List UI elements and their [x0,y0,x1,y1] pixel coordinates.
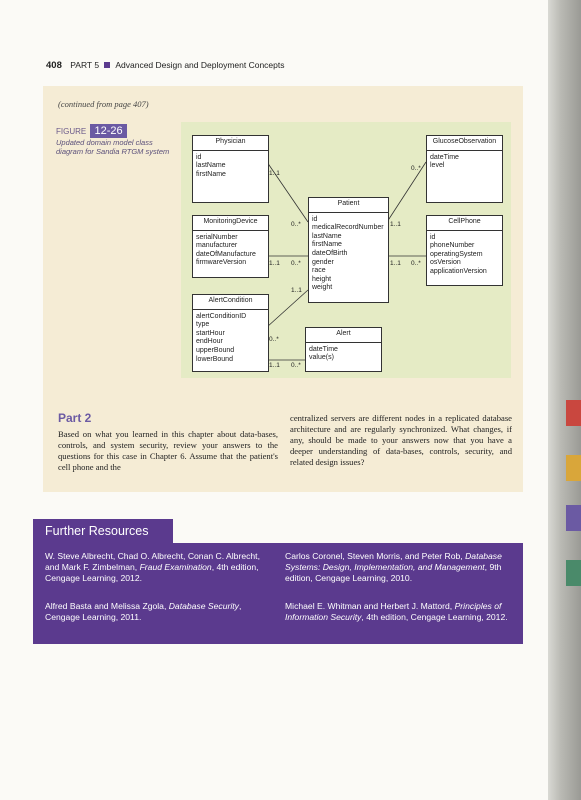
page-tab [566,400,581,426]
running-header [46,60,285,71]
class-attributes: id lastName firstName [196,153,226,178]
class-attributes: serialNumber manufacturer dateOfManufacture firmwareVersion [196,233,256,267]
class-patient [308,197,389,303]
class-glucose-observation [426,135,503,203]
class-cellphone [426,215,503,286]
class-attributes: dateTime level [430,153,459,170]
figure-caption: Updated domain model class diagram for Sandia RTGM system [56,138,170,156]
class-attributes: dateTime value(s) [309,345,338,362]
reference-title: Fraud Examination [139,562,212,572]
reference-authors: Michael E. Whitman and Herbert J. Mattord, [285,601,455,611]
class-title: Physician [193,136,268,151]
reference-details: , Cengage Learning, 2011. [45,601,242,622]
class-title: Alert [306,328,381,343]
page-number: 408 [46,60,62,71]
part2-column-1: Based on what you learned in this chapter about data-bases, controls, and system security, review your answers to the questions for this case in Chapter 6. Assume that the patient's cell phone and the [58,429,278,472]
multiplicity: 0..* [291,260,301,267]
multiplicity: 1..1 [269,260,280,267]
class-title: AlertCondition [193,295,268,310]
part-label: PART 5 [70,60,100,70]
part2-column-2: centralized servers are different nodes in a replicated database architecture and are regularly synchronized. What changes, if any, should be made to your answers now that you have a deeper understanding of data-bases, controls, security, and related design issues? [290,413,512,467]
multiplicity: 0..* [411,165,421,172]
reference-authors: Carlos Coronel, Steven Morris, and Peter Rob, [285,551,466,561]
page-tab [566,455,581,481]
multiplicity: 1..1 [291,287,302,294]
reference-details: , 4th edition, Cengage Learning, 2012. [361,612,508,622]
reference-title: Database Security [168,601,239,611]
figure-number: 12-26 [90,124,126,138]
reference-details: , 9th edition, Cengage Learning, 2010. [285,562,502,583]
class-diagram [181,122,511,378]
figure-word: FIGURE [56,127,87,136]
multiplicity: 0..* [269,336,279,343]
further-resources-title: Further Resources [33,519,173,543]
class-title: MonitoringDevice [193,216,268,231]
multiplicity: 1..1 [269,170,280,177]
multiplicity: 1..1 [269,362,280,369]
reference-details: , 4th edition, Cengage Learning, 2012. [45,562,259,583]
class-alert-condition [192,294,269,372]
multiplicity: 0..* [291,221,301,228]
part2-heading: Part 2 [58,411,92,425]
class-attributes: alertConditionID type startHour endHour upperBound lowerBound [196,312,247,363]
class-physician [192,135,269,203]
page-tab [566,560,581,586]
class-attributes: id medicalRecordNumber lastName firstName dateOfBirth gender race height weight [312,215,384,292]
square-bullet-icon [104,62,110,68]
reference-item [45,551,270,584]
page-tab [566,505,581,531]
reference-title: Principles of Information Security [285,601,502,622]
class-attributes: id phoneNumber operatingSystem osVersion applicationVersion [430,233,487,275]
class-title: CellPhone [427,216,502,231]
class-alert [305,327,382,372]
reference-item [285,551,513,584]
multiplicity: 0..* [411,260,421,267]
class-monitoring-device [192,215,269,278]
class-title: GlucoseObservation [427,136,502,151]
class-title: Patient [309,198,388,213]
reference-authors: W. Steve Albrecht, Chad O. Albrecht, Conan C. Albrecht, and Mark F. Zimbelman, [45,551,260,572]
reference-item [45,601,270,623]
multiplicity: 1..1 [390,221,401,228]
multiplicity: 1..1 [390,260,401,267]
reference-item [285,601,513,623]
multiplicity: 0..* [291,362,301,369]
further-resources-box [33,543,523,644]
chapter-title: Advanced Design and Deployment Concepts [115,60,285,70]
continued-note: (continued from page 407) [58,99,149,109]
reference-authors: Alfred Basta and Melissa Zgola, [45,601,169,611]
reference-title: Database Systems: Design, Implementation, and Management [285,551,502,572]
ac-patient-line [267,290,308,327]
figure-label [56,124,127,138]
